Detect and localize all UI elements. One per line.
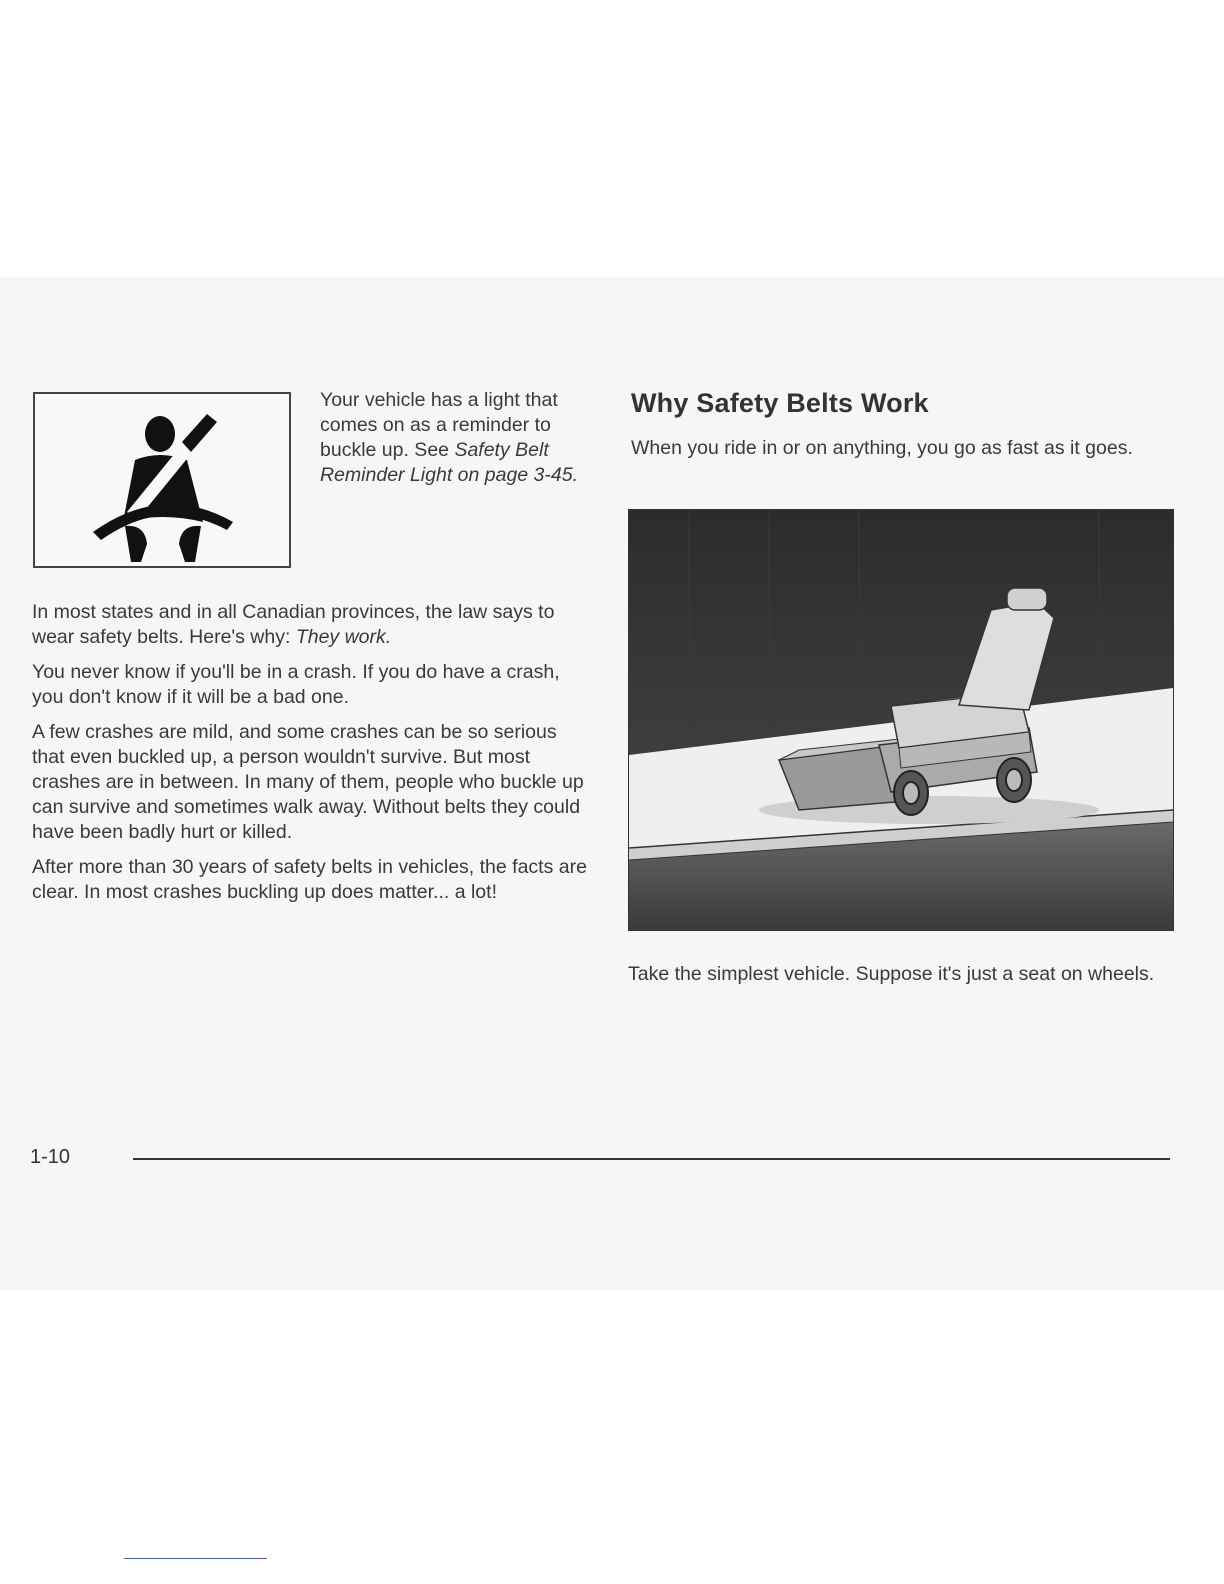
section-intro: When you ride in or on anything, you go as fast as it goes. — [631, 437, 1133, 459]
bottom-link-underline[interactable] — [124, 1558, 267, 1559]
page-number: 1-10 — [30, 1146, 71, 1168]
paragraph-crash: You never know if you'll be in a crash. If you do have a crash, you don't know if it will be a bad one. — [32, 661, 560, 708]
paragraph-law-emphasis: They work. — [295, 626, 392, 648]
reminder-link[interactable]: Safety Belt Reminder Light on page 3-45. — [320, 439, 579, 486]
seatbelt-person-icon — [35, 394, 289, 566]
reminder-body: Your vehicle has a light that comes on as a reminder to buckle up. See — [320, 389, 558, 461]
seat-on-wheels-illustration — [628, 509, 1174, 931]
footer-rule — [133, 1158, 1170, 1160]
section-heading: Why Safety Belts Work — [631, 388, 929, 418]
paragraph-law-text: In most states and in all Canadian provinces, the law says to wear safety belts. Here's why: — [32, 601, 555, 648]
illustration-caption: Take the simplest vehicle. Suppose it's just a seat on wheels. — [628, 963, 1155, 985]
left-column — [32, 600, 592, 915]
reminder-text — [320, 388, 595, 488]
paragraph-facts: After more than 30 years of safety belts in vehicles, the facts are clear. In most crashes buckling up does matter... a lot! — [32, 856, 587, 903]
safety-belt-reminder-icon — [33, 392, 291, 568]
paragraph-severity: A few crashes are mild, and some crashes can be so serious that even buckled up, a person wouldn't survive. But most crashes are in between. In many of them, people who buckle up can survive and sometimes walk away. Without belts they could have been badly hurt or killed. — [32, 721, 584, 843]
paragraph-law — [32, 600, 592, 650]
